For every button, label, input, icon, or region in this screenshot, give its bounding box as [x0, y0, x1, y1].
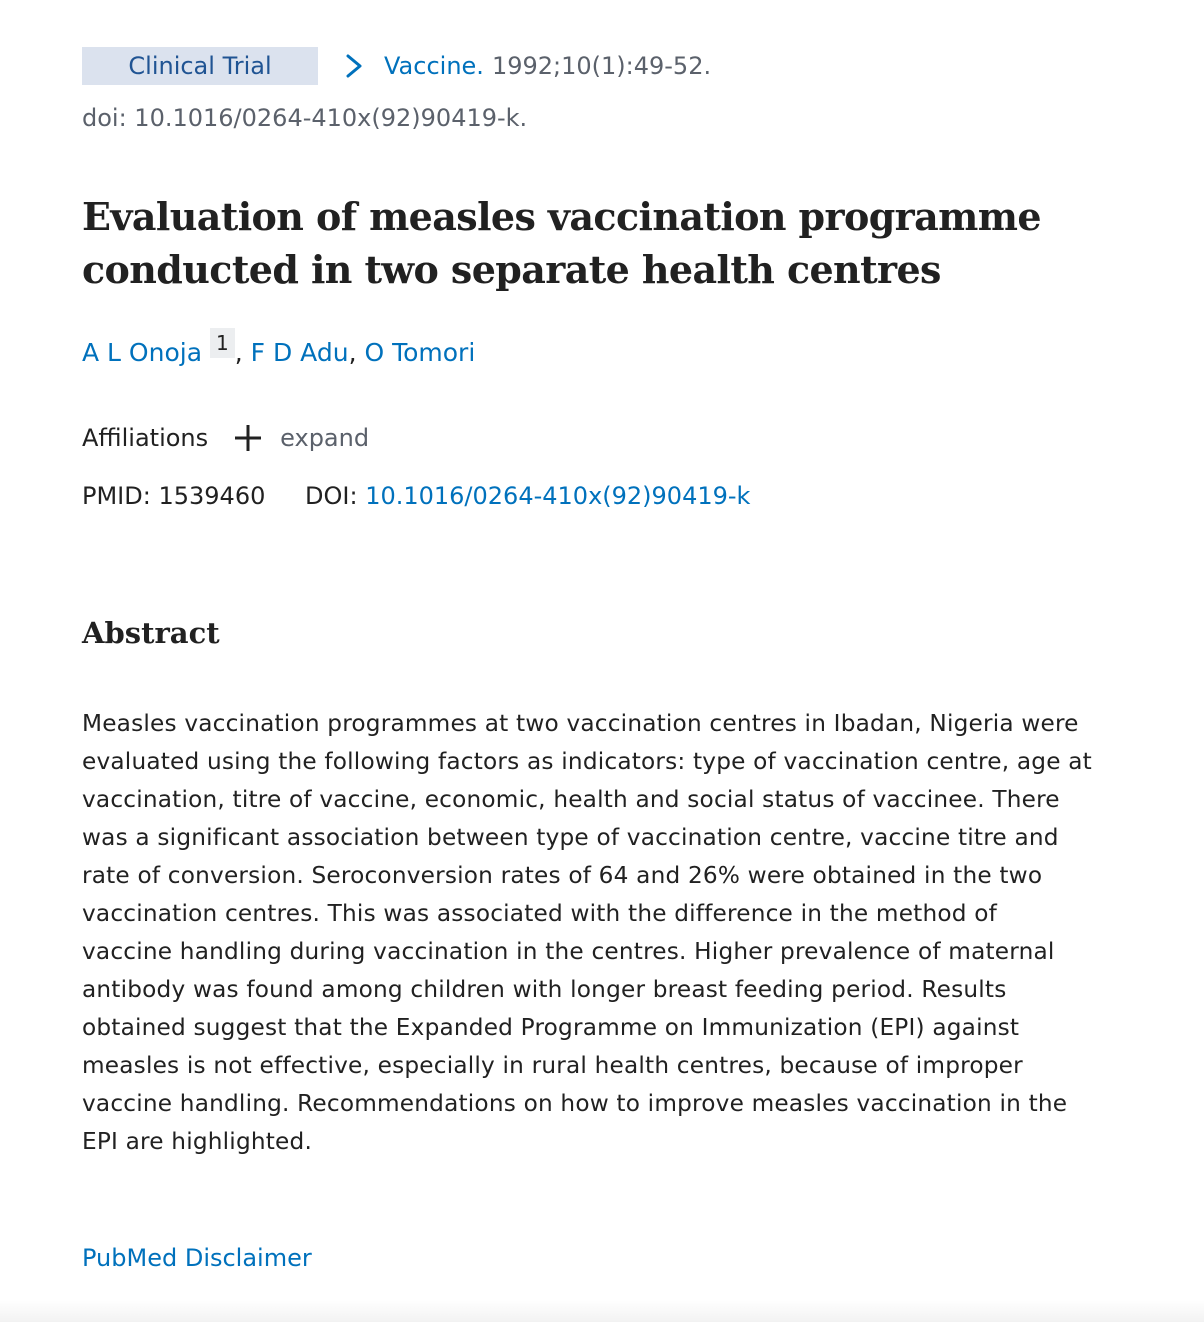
- abstract-text: Measles vaccination programmes at two vaccination centres in Ibadan, Nigeria were evaluated using the following factors as indicators: type of vaccination centre, age at vaccination, titre of vaccine, economic, health and social status of vaccinee. There was a significant association between type of vaccination centre, vaccine titre and rate of conversion. Seroconversion rates of 64 and 26% were obtained in the two vaccination centres. This was associated with the difference in the method of vaccine handling during vaccination in the centres. Higher prevalence of maternal antibody was found among children with longer breast feeding period. Results obtained suggest that the Expanded Programme on Immunization (EPI) against measles is not effective, especially in rural health centres, because of improper vaccine handling. Recommendations on how to improve measles vaccination in the EPI are highlighted.: [82, 710, 1092, 1155]
- doi-label: DOI:: [305, 482, 358, 510]
- affiliations-label: Affiliations: [82, 424, 209, 452]
- chevron-right-icon[interactable]: [344, 47, 368, 85]
- author-link[interactable]: A L Onoja: [82, 338, 203, 367]
- author-link[interactable]: F D Adu: [250, 338, 349, 367]
- abstract-heading: Abstract: [82, 616, 220, 650]
- expand-label[interactable]: expand: [280, 424, 370, 452]
- journal-link[interactable]: Vaccine.: [384, 52, 484, 80]
- author-separator: ,: [348, 338, 365, 367]
- author-list: [82, 331, 476, 367]
- citation-text: 1992;10(1):49-52.: [491, 52, 712, 80]
- doi-link[interactable]: 10.1016/0264-410x(92)90419-k: [365, 482, 751, 510]
- article-meta-row: [82, 47, 711, 85]
- plus-icon[interactable]: [232, 422, 264, 454]
- bottom-scroll-shadow: [0, 1300, 1204, 1322]
- doi-citation-line: doi: 10.1016/0264-410x(92)90419-k.: [82, 104, 528, 132]
- pubmed-disclaimer-link[interactable]: PubMed Disclaimer: [82, 1244, 312, 1272]
- publication-type-badge: Clinical Trial: [82, 47, 318, 85]
- affiliations-toggle[interactable]: [82, 422, 369, 454]
- pmid-value: 1539460: [158, 482, 266, 510]
- author-link[interactable]: O Tomori: [364, 338, 476, 367]
- author-separator: ,: [234, 338, 251, 367]
- affiliation-number-badge[interactable]: 1: [210, 328, 235, 358]
- article-title: Evaluation of measles vaccination programme conducted in two separate health centres: [82, 194, 1041, 292]
- pmid-label: PMID:: [82, 482, 151, 510]
- article-identifiers: [82, 482, 750, 510]
